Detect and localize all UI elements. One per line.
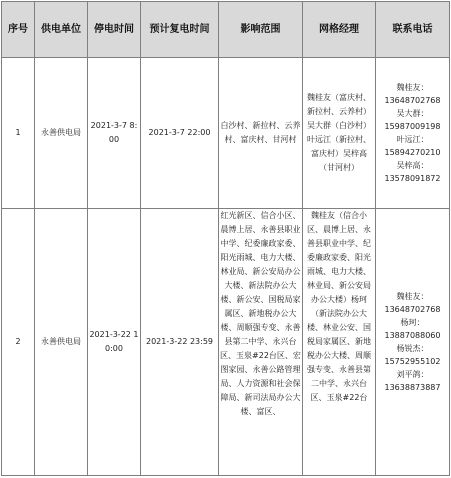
row-phones (376, 209, 450, 476)
header-restore-time: 预计复电时间 (141, 2, 219, 58)
header-row (2, 2, 450, 58)
contact-phone: 13638873887 (384, 383, 441, 392)
contact-phone: 13648702768 (384, 96, 441, 105)
header-scope: 影响范围 (219, 2, 303, 58)
contact-name: 吴大群： (396, 109, 429, 118)
row-no: 2 (2, 209, 35, 476)
header-phone: 联系电话 (376, 2, 450, 58)
row-restore-time: 2021-3-22 23:59 (141, 209, 219, 476)
header-unit: 供电单位 (35, 2, 88, 58)
contact-name: 魏桂友： (396, 83, 429, 92)
outage-notice-table (1, 1, 450, 476)
row-unit: 永善供电局 (35, 209, 88, 476)
contact-phone: 13578091872 (384, 174, 441, 183)
contact-name: 魏桂友： (396, 292, 429, 301)
row-managers: 魏桂友（信合小区、晨博上居、永善县职业中学、纪委廉政家委、阳光雨城、电力大楼、林业局、新公安局办公大楼）杨珂（新法院办公大楼、林业公安、国税局家属区、新地税办公大楼、周顺强专变、永善县第二中学、永兴台区、玉泉#22台 (303, 209, 376, 476)
row-scope: 红光新区、信合小区、晨博上居、永善县职业中学、纪委廉政家委、阳光雨城、电力大楼、林业局、新公安局办公大楼、新法院办公大楼、新公安、国税局家属区、新地税办公大楼、周顺强专变、永善县第二中学、永兴台区、玉泉#22台区、宏图家园、永善公路管理局、人力资源和社会保障局、新司法局办公大楼、富区、 (219, 209, 303, 476)
row-phones (376, 58, 450, 209)
contact-phone: 13887088060 (384, 331, 441, 340)
row-managers: 魏桂友（富庆村、新拉村、云养村）吴大群（白沙村）叶远江（新拉村、富庆村）吴梓高（甘河村） (303, 58, 376, 209)
row-no: 1 (2, 58, 35, 209)
contact-name: 刘平鸽： (396, 370, 429, 379)
row-outage-time: 2021-3-22 10:00 (88, 209, 141, 476)
table-row (2, 209, 450, 476)
contact-phone: 15752955102 (384, 357, 441, 366)
contact-phone: 15987009198 (384, 122, 441, 131)
header-manager: 网格经理 (303, 2, 376, 58)
contact-phone: 13648702768 (384, 305, 441, 314)
contact-name: 吴梓高： (396, 161, 429, 170)
table-row (2, 58, 450, 209)
header-outage-time: 停电时间 (88, 2, 141, 58)
header-no: 序号 (2, 2, 35, 58)
contact-name: 杨珂： (400, 318, 425, 327)
row-restore-time: 2021-3-7 22:00 (141, 58, 219, 209)
contact-name: 杨锐杰： (396, 344, 429, 353)
row-scope: 白沙村、新拉村、云养村、富庆村、甘河村 (219, 58, 303, 209)
contact-phone: 15894270210 (384, 148, 441, 157)
contact-name: 叶远江： (396, 135, 429, 144)
row-outage-time: 2021-3-7 8:00 (88, 58, 141, 209)
row-unit: 永善供电局 (35, 58, 88, 209)
